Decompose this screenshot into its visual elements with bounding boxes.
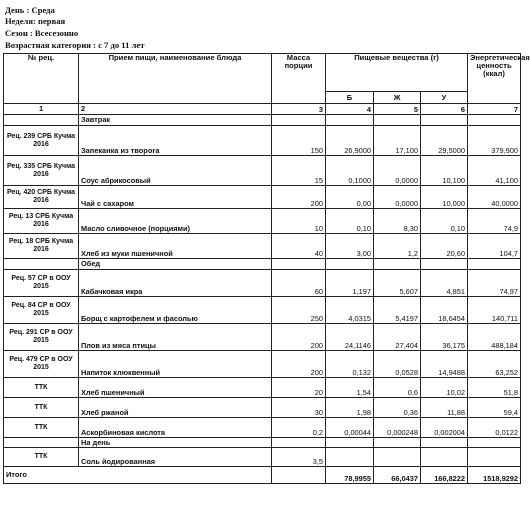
- section-title: Завтрак: [79, 115, 272, 126]
- empty-cell: [272, 438, 326, 448]
- fat-value: 27,404: [374, 324, 421, 351]
- carb-value: 10,02: [421, 378, 468, 398]
- carb-value: 4,851: [421, 270, 468, 297]
- energy-value: 41,100: [468, 156, 521, 186]
- recipe-ref: Рец. 239 СРБ Кучма 2016: [4, 126, 79, 156]
- empty-cell: [326, 438, 374, 448]
- recipe-ref: Рец. 420 СРБ Кучма 2016: [4, 186, 79, 209]
- table-row: [4, 398, 521, 418]
- header-age: Возрастная категория : с 7 до 11 лет: [5, 40, 145, 50]
- protein-value: 0,1000: [326, 156, 374, 186]
- carb-value: 10,000: [421, 186, 468, 209]
- table-body: [4, 115, 521, 467]
- col-zh-header: Ж: [374, 92, 421, 104]
- col-num-3: 3: [272, 104, 326, 115]
- empty-cell: [468, 438, 521, 448]
- col-num-2: 2: [79, 104, 272, 115]
- col-mass-header: Масса порции: [272, 54, 326, 104]
- recipe-ref: Рец. 84 СР в ООУ 2015: [4, 297, 79, 324]
- portion-mass: 3,5: [272, 448, 326, 467]
- empty-cell: [374, 438, 421, 448]
- protein-value: 1,98: [326, 398, 374, 418]
- protein-value: 4,0315: [326, 297, 374, 324]
- fat-value: [374, 448, 421, 467]
- portion-mass: 20: [272, 378, 326, 398]
- table-row: [4, 234, 521, 259]
- recipe-ref: Рец. 291 СР в ООУ 2015: [4, 324, 79, 351]
- fat-value: 0,0000: [374, 156, 421, 186]
- section-title: На день: [79, 438, 272, 448]
- carb-value: 14,9488: [421, 351, 468, 378]
- col-b-header: Б: [326, 92, 374, 104]
- total-energy: 1518,9292: [468, 467, 521, 484]
- energy-value: 51,8: [468, 378, 521, 398]
- col-num-1: 1: [4, 104, 79, 115]
- empty-cell: [326, 259, 374, 270]
- energy-value: [468, 448, 521, 467]
- recipe-ref: ТТК: [4, 398, 79, 418]
- fat-value: 0,0000: [374, 186, 421, 209]
- protein-value: 0,00044: [326, 418, 374, 438]
- fat-value: 17,100: [374, 126, 421, 156]
- table-row: [4, 297, 521, 324]
- empty-cell: [272, 115, 326, 126]
- portion-mass: 250: [272, 297, 326, 324]
- recipe-ref: ТТК: [4, 418, 79, 438]
- table-row: [4, 378, 521, 398]
- table-row: [4, 126, 521, 156]
- portion-mass: 200: [272, 324, 326, 351]
- table-row: [4, 448, 521, 467]
- col-num-4: 4: [326, 104, 374, 115]
- energy-value: 140,711: [468, 297, 521, 324]
- protein-value: 24,1146: [326, 324, 374, 351]
- energy-value: 0,0122: [468, 418, 521, 438]
- dish-name: Соль йодированная: [79, 448, 272, 467]
- header-week: Неделя: первая: [5, 16, 66, 26]
- table-row: [4, 209, 521, 234]
- energy-value: 40,0000: [468, 186, 521, 209]
- col-rec-header: № рец.: [4, 54, 79, 104]
- recipe-ref: Рец. 335 СРБ Кучма 2016: [4, 156, 79, 186]
- col-dish-header: Прием пищи, наименование блюда: [79, 54, 272, 104]
- energy-value: 379,900: [468, 126, 521, 156]
- total-b: 78,9955: [326, 467, 374, 484]
- carb-value: 29,5000: [421, 126, 468, 156]
- portion-mass: 200: [272, 186, 326, 209]
- energy-value: 488,184: [468, 324, 521, 351]
- dish-name: Запеканка из творога: [79, 126, 272, 156]
- total-mass: [272, 467, 326, 484]
- portion-mass: 30: [272, 398, 326, 418]
- empty-cell: [421, 438, 468, 448]
- dish-name: Соус абрикосовый: [79, 156, 272, 186]
- table-row: [4, 324, 521, 351]
- col-num-7: 7: [468, 104, 521, 115]
- recipe-ref: ТТК: [4, 378, 79, 398]
- dish-name: Борщ с картофелем и фасолью: [79, 297, 272, 324]
- carb-value: 0,002004: [421, 418, 468, 438]
- protein-value: [326, 448, 374, 467]
- section-rec-cell: [4, 115, 79, 126]
- dish-name: Аскорбиновая кислота: [79, 418, 272, 438]
- total-u: 166,8222: [421, 467, 468, 484]
- empty-cell: [421, 115, 468, 126]
- carb-value: 18,6454: [421, 297, 468, 324]
- fat-value: 0,000248: [374, 418, 421, 438]
- portion-mass: 60: [272, 270, 326, 297]
- fat-value: 8,30: [374, 209, 421, 234]
- col-num-6: 6: [421, 104, 468, 115]
- section-row: [4, 115, 521, 126]
- portion-mass: 0,2: [272, 418, 326, 438]
- menu-table: [3, 53, 530, 484]
- table-row: [4, 418, 521, 438]
- fat-value: 1,2: [374, 234, 421, 259]
- section-row: [4, 259, 521, 270]
- carb-value: 10,100: [421, 156, 468, 186]
- portion-mass: 40: [272, 234, 326, 259]
- section-title: Обед: [79, 259, 272, 270]
- recipe-ref: Рец. 479 СР в ООУ 2015: [4, 351, 79, 378]
- col-num-5: 5: [374, 104, 421, 115]
- energy-value: 104,7: [468, 234, 521, 259]
- protein-value: 1,54: [326, 378, 374, 398]
- protein-value: 26,9000: [326, 126, 374, 156]
- total-zh: 66,0437: [374, 467, 421, 484]
- protein-value: 1,197: [326, 270, 374, 297]
- carb-value: 0,10: [421, 209, 468, 234]
- section-rec-cell: [4, 259, 79, 270]
- protein-value: 0,10: [326, 209, 374, 234]
- table-row: [4, 351, 521, 378]
- dish-name: Хлеб из муки пшеничной: [79, 234, 272, 259]
- empty-cell: [468, 115, 521, 126]
- carb-value: 20,60: [421, 234, 468, 259]
- dish-name: Хлеб пшеничный: [79, 378, 272, 398]
- empty-cell: [326, 115, 374, 126]
- section-row: [4, 438, 521, 448]
- col-u-header: У: [421, 92, 468, 104]
- energy-value: 59,4: [468, 398, 521, 418]
- dish-name: Кабачковая икра: [79, 270, 272, 297]
- empty-cell: [272, 259, 326, 270]
- recipe-ref: Рец. 18 СРБ Кучма 2016: [4, 234, 79, 259]
- recipe-ref: ТТК: [4, 448, 79, 467]
- carb-value: [421, 448, 468, 467]
- dish-name: Плов из мяса птицы: [79, 324, 272, 351]
- dish-name: Масло сливочное (порциями): [79, 209, 272, 234]
- energy-value: 63,252: [468, 351, 521, 378]
- col-nutrients-header: Пищевые вещества (г): [326, 54, 468, 92]
- energy-value: 74,9: [468, 209, 521, 234]
- dish-name: Хлеб ржаной: [79, 398, 272, 418]
- empty-cell: [421, 259, 468, 270]
- recipe-ref: Рец. 13 СРБ Кучма 2016: [4, 209, 79, 234]
- empty-cell: [468, 259, 521, 270]
- fat-value: 0,6: [374, 378, 421, 398]
- dish-name: Чай с сахаром: [79, 186, 272, 209]
- section-rec-cell: [4, 438, 79, 448]
- protein-value: 0,132: [326, 351, 374, 378]
- portion-mass: 150: [272, 126, 326, 156]
- fat-value: 0,0528: [374, 351, 421, 378]
- fat-value: 0,36: [374, 398, 421, 418]
- carb-value: 36,175: [421, 324, 468, 351]
- recipe-ref: Рец. 57 СР в ООУ 2015: [4, 270, 79, 297]
- col-energy-header: Энергетическая ценность (ккал): [468, 54, 521, 104]
- portion-mass: 15: [272, 156, 326, 186]
- carb-value: 11,88: [421, 398, 468, 418]
- table-row: [4, 270, 521, 297]
- dish-name: Напиток клюквенный: [79, 351, 272, 378]
- portion-mass: 10: [272, 209, 326, 234]
- portion-mass: 200: [272, 351, 326, 378]
- protein-value: 0,00: [326, 186, 374, 209]
- fat-value: 5,4197: [374, 297, 421, 324]
- table-row: [4, 186, 521, 209]
- table-row: [4, 156, 521, 186]
- protein-value: 3,00: [326, 234, 374, 259]
- header-season: Сезон : Всесезонно: [5, 28, 79, 38]
- fat-value: 5,607: [374, 270, 421, 297]
- energy-value: 74,97: [468, 270, 521, 297]
- empty-cell: [374, 115, 421, 126]
- header-day: День : Среда: [5, 5, 55, 15]
- total-label: Итого: [4, 467, 272, 484]
- empty-cell: [374, 259, 421, 270]
